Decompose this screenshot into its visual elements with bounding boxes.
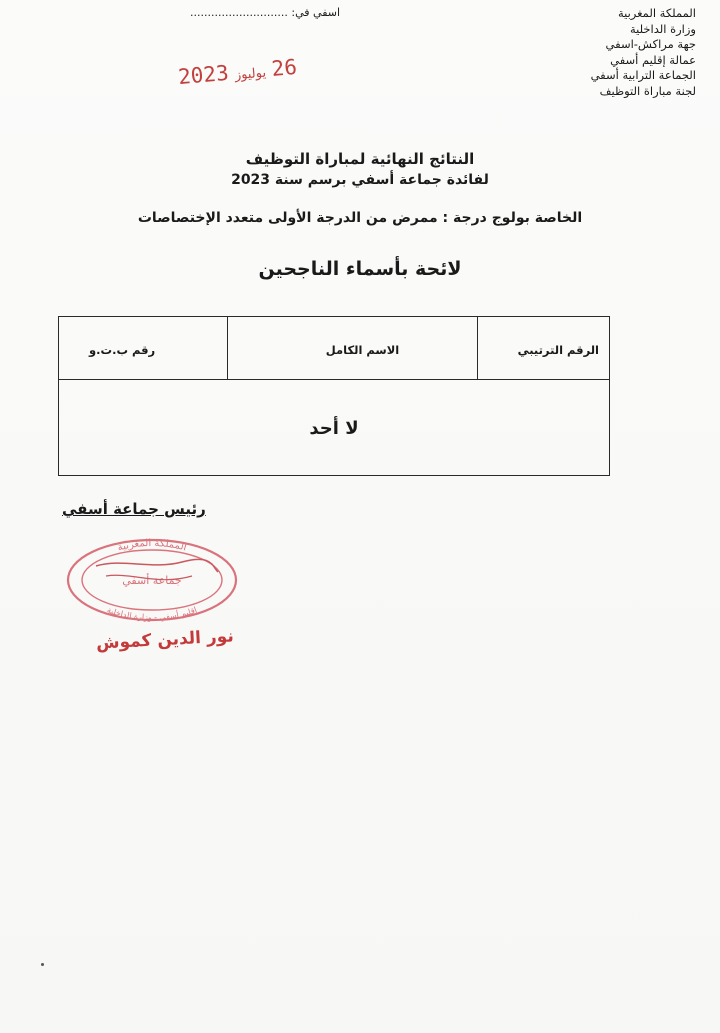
handwritten-date-day: 26 <box>270 54 298 81</box>
signature-stroke <box>96 559 218 572</box>
header-line-ministry: وزارة الداخلية <box>629 21 696 36</box>
stamp-text-top: المملكة المغربية <box>116 537 188 554</box>
handwritten-date-month: يوليوز <box>234 65 267 84</box>
header-line-committee: لجنة مباراة التوظيف <box>599 83 696 98</box>
administrative-header <box>591 6 696 99</box>
official-stamp <box>62 536 242 622</box>
column-header-rank: الرقم الترتيبي <box>477 317 609 379</box>
table-header-row <box>59 317 609 380</box>
header-line-commune: الجماعة الترابية أسفي <box>590 68 696 82</box>
header-line-province: عمالة إقليم أسفي <box>610 52 696 67</box>
stamp-text-bottom: إقليم أسفي - وزارة الداخلية <box>105 605 199 622</box>
column-header-cin-label: رقم ب.ت.و <box>89 343 156 357</box>
results-table <box>58 316 610 476</box>
header-line-region: جهة مراكش-اسفي <box>605 37 696 51</box>
handwritten-date <box>177 55 298 89</box>
list-title: لائحة بأسماء الناجحين <box>258 258 462 280</box>
main-title: النتائج النهائية لمباراة التوظيف <box>245 150 475 168</box>
empty-result-text: لا أحد <box>309 418 359 439</box>
title-block <box>120 148 600 190</box>
stamp-text-middle: جماعة أسفي <box>122 574 182 587</box>
column-header-cin <box>59 317 227 379</box>
table-body <box>59 380 609 476</box>
grade-title: الخاصة بولوج درجة : ممرض من الدرجة الأولى متعدد الإختصاصات <box>137 210 583 226</box>
place-date-line: اسفي في: ............................ <box>190 6 341 19</box>
subtitle: لفائدة جماعة أسفي برسم سنة 2023 <box>231 172 489 188</box>
handwritten-date-year: 2023 <box>177 60 230 90</box>
scan-speck <box>41 963 44 966</box>
header-line-kingdom: المملكة المغربية <box>617 6 696 20</box>
column-header-name: الاسم الكامل <box>227 317 477 379</box>
signatory-role: رئيس جماعة أسفي <box>62 500 206 518</box>
signatory-name: نور الدين كموش <box>95 626 235 654</box>
